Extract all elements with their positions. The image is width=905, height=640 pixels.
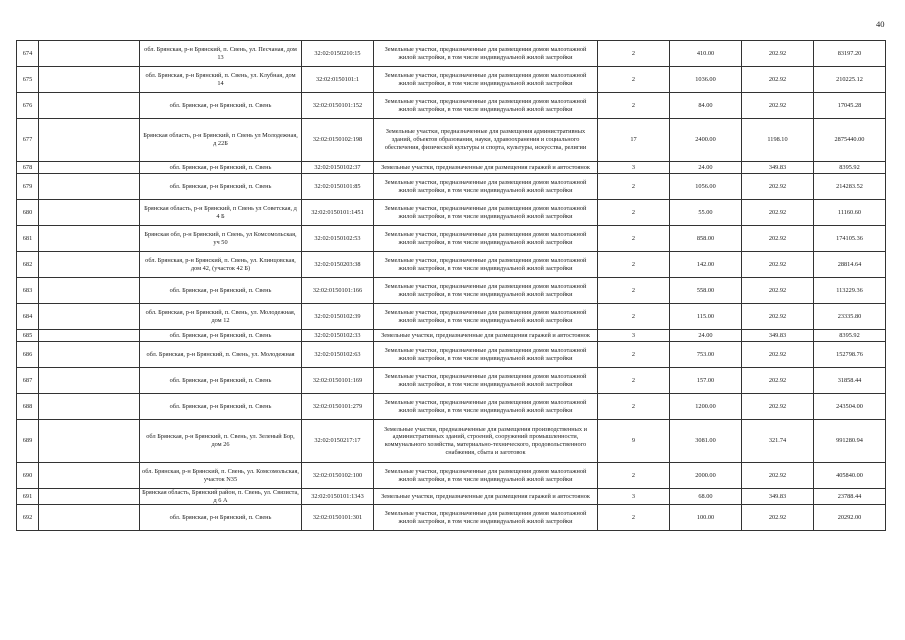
group-number-cell: 3	[598, 489, 670, 505]
row-number: 676	[17, 93, 39, 119]
row-number: 678	[17, 162, 39, 174]
area-cell: 3081.00	[670, 420, 742, 463]
row-number: 681	[17, 226, 39, 252]
cadastral-value-cell: 31858.44	[814, 368, 886, 394]
cadastral-value-cell: 28814.64	[814, 252, 886, 278]
land-purpose-cell: Земельные участки, предназначенные для размещения домов малоэтажной жилой застройки, в том числе индивидуальной жилой застройки	[374, 67, 598, 93]
rate-cell: 202.92	[742, 93, 814, 119]
group-number-cell: 2	[598, 368, 670, 394]
land-purpose-cell: Земельные участки, предназначенные для размещения административных зданий, объектов образования, науки, здравоохранения и социального обеспечения, физической культуры и спорта, культуры, искусства, религии	[374, 119, 598, 162]
address-cell: обл. Брянская, р-н Брянский, п. Свень	[140, 174, 302, 200]
cadastral-number-cell: 32:02:0150102:53	[302, 226, 374, 252]
area-cell: 1200.00	[670, 394, 742, 420]
table-row	[17, 304, 886, 330]
rate-cell: 202.92	[742, 505, 814, 531]
cadastral-number-cell: 32:02:0150102:33	[302, 330, 374, 342]
cadastral-number-cell: 32:02:0150101:169	[302, 368, 374, 394]
row-number: 680	[17, 200, 39, 226]
cadastral-number-cell: 32:02:0150102:100	[302, 463, 374, 489]
row-number: 687	[17, 368, 39, 394]
address-cell: обл. Брянская, р-н Брянский, п. Свень, ул. Клубная, дом 14	[140, 67, 302, 93]
row-number: 691	[17, 489, 39, 505]
row-number: 692	[17, 505, 39, 531]
cadastral-number-cell: 32:02:0150101:1451	[302, 200, 374, 226]
rate-cell: 202.92	[742, 394, 814, 420]
address-cell: Брянская область, Брянский район, п. Свень, ул. Связиста, д 6 А	[140, 489, 302, 505]
spacer-cell	[39, 93, 140, 119]
group-number-cell: 2	[598, 67, 670, 93]
cadastral-number-cell: 32:02:0150102:37	[302, 162, 374, 174]
cadastral-value-cell: 23788.44	[814, 489, 886, 505]
land-purpose-cell: Земельные участки, предназначенные для размещения домов малоэтажной жилой застройки, в том числе индивидуальной жилой застройки	[374, 368, 598, 394]
cadastral-number-cell: 32:02:0150101:1	[302, 67, 374, 93]
cadastral-number-cell: 32:02:0150102:63	[302, 342, 374, 368]
cadastral-number-cell: 32:02:0150102:39	[302, 304, 374, 330]
area-cell: 858.00	[670, 226, 742, 252]
address-cell: обл. Брянская, р-н Брянский, п. Свень, ул. Комсомольская, участок N35	[140, 463, 302, 489]
spacer-cell	[39, 463, 140, 489]
cadastral-value-cell: 8395.92	[814, 162, 886, 174]
cadastral-value-cell: 214283.52	[814, 174, 886, 200]
area-cell: 2000.00	[670, 463, 742, 489]
row-number: 682	[17, 252, 39, 278]
land-plot-table	[16, 40, 886, 531]
address-cell: обл. Брянская, р-н Брянский, п. Свень, ул. Молодежная, дом 12	[140, 304, 302, 330]
table-row	[17, 420, 886, 463]
cadastral-value-cell: 17045.28	[814, 93, 886, 119]
rate-cell: 349.83	[742, 330, 814, 342]
row-number: 684	[17, 304, 39, 330]
area-cell: 1056.00	[670, 174, 742, 200]
rate-cell: 349.83	[742, 489, 814, 505]
spacer-cell	[39, 200, 140, 226]
table-body	[17, 41, 886, 531]
group-number-cell: 2	[598, 174, 670, 200]
cadastral-number-cell: 32:02:0150203:38	[302, 252, 374, 278]
page-number: 40	[876, 19, 885, 29]
cadastral-value-cell: 11160.60	[814, 200, 886, 226]
table-row	[17, 368, 886, 394]
spacer-cell	[39, 489, 140, 505]
group-number-cell: 2	[598, 200, 670, 226]
address-cell: Брянская обл, р-н Брянский, п Свень, ул Комсомольская, уч 50	[140, 226, 302, 252]
spacer-cell	[39, 304, 140, 330]
row-number: 675	[17, 67, 39, 93]
land-purpose-cell: Земельные участки, предназначенные для размещения домов малоэтажной жилой застройки, в том числе индивидуальной жилой застройки	[374, 93, 598, 119]
cadastral-value-cell: 23335.80	[814, 304, 886, 330]
rate-cell: 202.92	[742, 278, 814, 304]
address-cell: обл. Брянская, р-н Брянский, п. Свень	[140, 162, 302, 174]
land-purpose-cell: Земельные участки, предназначенные для размещения домов малоэтажной жилой застройки, в том числе индивидуальной жилой застройки	[374, 304, 598, 330]
cadastral-number-cell: 32:02:0150217:17	[302, 420, 374, 463]
cadastral-number-cell: 32:02:0150102:198	[302, 119, 374, 162]
spacer-cell	[39, 420, 140, 463]
row-number: 688	[17, 394, 39, 420]
area-cell: 2400.00	[670, 119, 742, 162]
group-number-cell: 17	[598, 119, 670, 162]
spacer-cell	[39, 394, 140, 420]
address-cell: обл. Брянская, р-н Брянский, п. Свень	[140, 278, 302, 304]
table-row	[17, 162, 886, 174]
table-row	[17, 67, 886, 93]
area-cell: 142.00	[670, 252, 742, 278]
spacer-cell	[39, 41, 140, 67]
table-row	[17, 330, 886, 342]
address-cell: обл. Брянская, р-н Брянский, п. Свень, ул. Клинцовская, дом 42, (участок 42 Б)	[140, 252, 302, 278]
area-cell: 24.00	[670, 162, 742, 174]
area-cell: 68.00	[670, 489, 742, 505]
address-cell: Брянская область, р-н Брянский, п Свень ул Молодежная, д 22Б	[140, 119, 302, 162]
address-cell: обл Брянская, р-н Брянский, п. Свень, ул. Зеленый Бор, дом 26	[140, 420, 302, 463]
address-cell: Брянская область, р-н Брянский, п Свень ул Советская, д 4 Б	[140, 200, 302, 226]
spacer-cell	[39, 342, 140, 368]
cadastral-number-cell: 32:02:0150101:152	[302, 93, 374, 119]
spacer-cell	[39, 174, 140, 200]
row-number: 677	[17, 119, 39, 162]
spacer-cell	[39, 162, 140, 174]
rate-cell: 1198.10	[742, 119, 814, 162]
group-number-cell: 2	[598, 41, 670, 67]
cadastral-value-cell: 20292.00	[814, 505, 886, 531]
land-purpose-cell: Земельные участки, предназначенные для размещения домов малоэтажной жилой застройки, в том числе индивидуальной жилой застройки	[374, 463, 598, 489]
area-cell: 558.00	[670, 278, 742, 304]
table-row	[17, 93, 886, 119]
area-cell: 100.00	[670, 505, 742, 531]
table-row	[17, 342, 886, 368]
cadastral-number-cell: 32:02:0150101:1343	[302, 489, 374, 505]
cadastral-number-cell: 32:02:0150101:279	[302, 394, 374, 420]
row-number: 690	[17, 463, 39, 489]
land-purpose-cell: Земельные участки, предназначенные для размещения домов малоэтажной жилой застройки, в том числе индивидуальной жилой застройки	[374, 41, 598, 67]
group-number-cell: 3	[598, 162, 670, 174]
table-row	[17, 394, 886, 420]
table-row	[17, 226, 886, 252]
rate-cell: 202.92	[742, 252, 814, 278]
rate-cell: 202.92	[742, 368, 814, 394]
area-cell: 55.00	[670, 200, 742, 226]
cadastral-value-cell: 83197.20	[814, 41, 886, 67]
cadastral-value-cell: 8395.92	[814, 330, 886, 342]
address-cell: обл. Брянская, р-н Брянский, п. Свень	[140, 505, 302, 531]
spacer-cell	[39, 119, 140, 162]
row-number: 686	[17, 342, 39, 368]
cadastral-number-cell: 32:02:0150101:166	[302, 278, 374, 304]
table-row	[17, 278, 886, 304]
group-number-cell: 2	[598, 463, 670, 489]
cadastral-value-cell: 991280.94	[814, 420, 886, 463]
land-purpose-cell: Земельные участки, предназначенные для размещения домов малоэтажной жилой застройки, в том числе индивидуальной жилой застройки	[374, 252, 598, 278]
land-purpose-cell: Земельные участки, предназначенные для размещения домов малоэтажной жилой застройки, в том числе индивидуальной жилой застройки	[374, 278, 598, 304]
group-number-cell: 2	[598, 226, 670, 252]
row-number: 689	[17, 420, 39, 463]
address-cell: обл. Брянская, р-н Брянский, п. Свень, ул. Песчаная, дом 13	[140, 41, 302, 67]
cadastral-number-cell: 32:02:0150101:85	[302, 174, 374, 200]
cadastral-number-cell: 32:02:0150101:301	[302, 505, 374, 531]
spacer-cell	[39, 330, 140, 342]
rate-cell: 202.92	[742, 304, 814, 330]
row-number: 674	[17, 41, 39, 67]
address-cell: обл. Брянская, р-н Брянский, п. Свень, ул. Молодежная	[140, 342, 302, 368]
table-row	[17, 119, 886, 162]
land-purpose-cell: Земельные участки, предназначенные для размещения домов малоэтажной жилой застройки, в том числе индивидуальной жилой застройки	[374, 226, 598, 252]
area-cell: 115.00	[670, 304, 742, 330]
table-row	[17, 489, 886, 505]
rate-cell: 202.92	[742, 174, 814, 200]
group-number-cell: 2	[598, 278, 670, 304]
group-number-cell: 2	[598, 252, 670, 278]
group-number-cell: 2	[598, 304, 670, 330]
spacer-cell	[39, 226, 140, 252]
rate-cell: 202.92	[742, 67, 814, 93]
rate-cell: 349.83	[742, 162, 814, 174]
spacer-cell	[39, 252, 140, 278]
cadastral-value-cell: 243504.00	[814, 394, 886, 420]
group-number-cell: 2	[598, 505, 670, 531]
spacer-cell	[39, 505, 140, 531]
area-cell: 410.00	[670, 41, 742, 67]
rate-cell: 202.92	[742, 463, 814, 489]
cadastral-value-cell: 405840.00	[814, 463, 886, 489]
table-row	[17, 174, 886, 200]
row-number: 685	[17, 330, 39, 342]
cadastral-value-cell: 152798.76	[814, 342, 886, 368]
row-number: 683	[17, 278, 39, 304]
cadastral-value-cell: 210225.12	[814, 67, 886, 93]
area-cell: 1036.00	[670, 67, 742, 93]
land-purpose-cell: Земельные участки, предназначенные для размещения домов малоэтажной жилой застройки, в том числе индивидуальной жилой застройки	[374, 394, 598, 420]
rate-cell: 202.92	[742, 41, 814, 67]
spacer-cell	[39, 368, 140, 394]
land-purpose-cell: Земельные участки, предназначенные для размещения производственных и административных зданий, строений, сооружений промышленности, коммунального хозяйства, материально-технического, продовольственного снабжения, сбыта и заготовок	[374, 420, 598, 463]
rate-cell: 202.92	[742, 226, 814, 252]
address-cell: обл. Брянская, р-н Брянский, п. Свень	[140, 368, 302, 394]
area-cell: 84.00	[670, 93, 742, 119]
group-number-cell: 3	[598, 330, 670, 342]
area-cell: 24.00	[670, 330, 742, 342]
group-number-cell: 9	[598, 420, 670, 463]
table-row	[17, 463, 886, 489]
group-number-cell: 2	[598, 93, 670, 119]
group-number-cell: 2	[598, 394, 670, 420]
spacer-cell	[39, 67, 140, 93]
land-purpose-cell: Земельные участки, предназначенные для размещения гаражей и автостоянок	[374, 330, 598, 342]
land-purpose-cell: Земельные участки, предназначенные для размещения гаражей и автостоянок	[374, 489, 598, 505]
area-cell: 157.00	[670, 368, 742, 394]
rate-cell: 202.92	[742, 200, 814, 226]
table-row	[17, 505, 886, 531]
table-row	[17, 200, 886, 226]
rate-cell: 202.92	[742, 342, 814, 368]
group-number-cell: 2	[598, 342, 670, 368]
land-purpose-cell: Земельные участки, предназначенные для размещения гаражей и автостоянок	[374, 162, 598, 174]
land-purpose-cell: Земельные участки, предназначенные для размещения домов малоэтажной жилой застройки, в том числе индивидуальной жилой застройки	[374, 342, 598, 368]
address-cell: обл. Брянская, р-н Брянский, п. Свень	[140, 330, 302, 342]
rate-cell: 321.74	[742, 420, 814, 463]
address-cell: обл. Брянская, р-н Брянский, п. Свень	[140, 93, 302, 119]
land-purpose-cell: Земельные участки, предназначенные для размещения домов малоэтажной жилой застройки, в том числе индивидуальной жилой застройки	[374, 505, 598, 531]
cadastral-value-cell: 2875440.00	[814, 119, 886, 162]
table-row	[17, 41, 886, 67]
land-purpose-cell: Земельные участки, предназначенные для размещения домов малоэтажной жилой застройки, в том числе индивидуальной жилой застройки	[374, 174, 598, 200]
area-cell: 753.00	[670, 342, 742, 368]
land-purpose-cell: Земельные участки, предназначенные для размещения домов малоэтажной жилой застройки, в том числе индивидуальной жилой застройки	[374, 200, 598, 226]
cadastral-value-cell: 174105.36	[814, 226, 886, 252]
cadastral-value-cell: 113229.36	[814, 278, 886, 304]
row-number: 679	[17, 174, 39, 200]
table-row	[17, 252, 886, 278]
spacer-cell	[39, 278, 140, 304]
cadastral-number-cell: 32:02:0150210:15	[302, 41, 374, 67]
address-cell: обл. Брянская, р-н Брянский, п. Свень	[140, 394, 302, 420]
